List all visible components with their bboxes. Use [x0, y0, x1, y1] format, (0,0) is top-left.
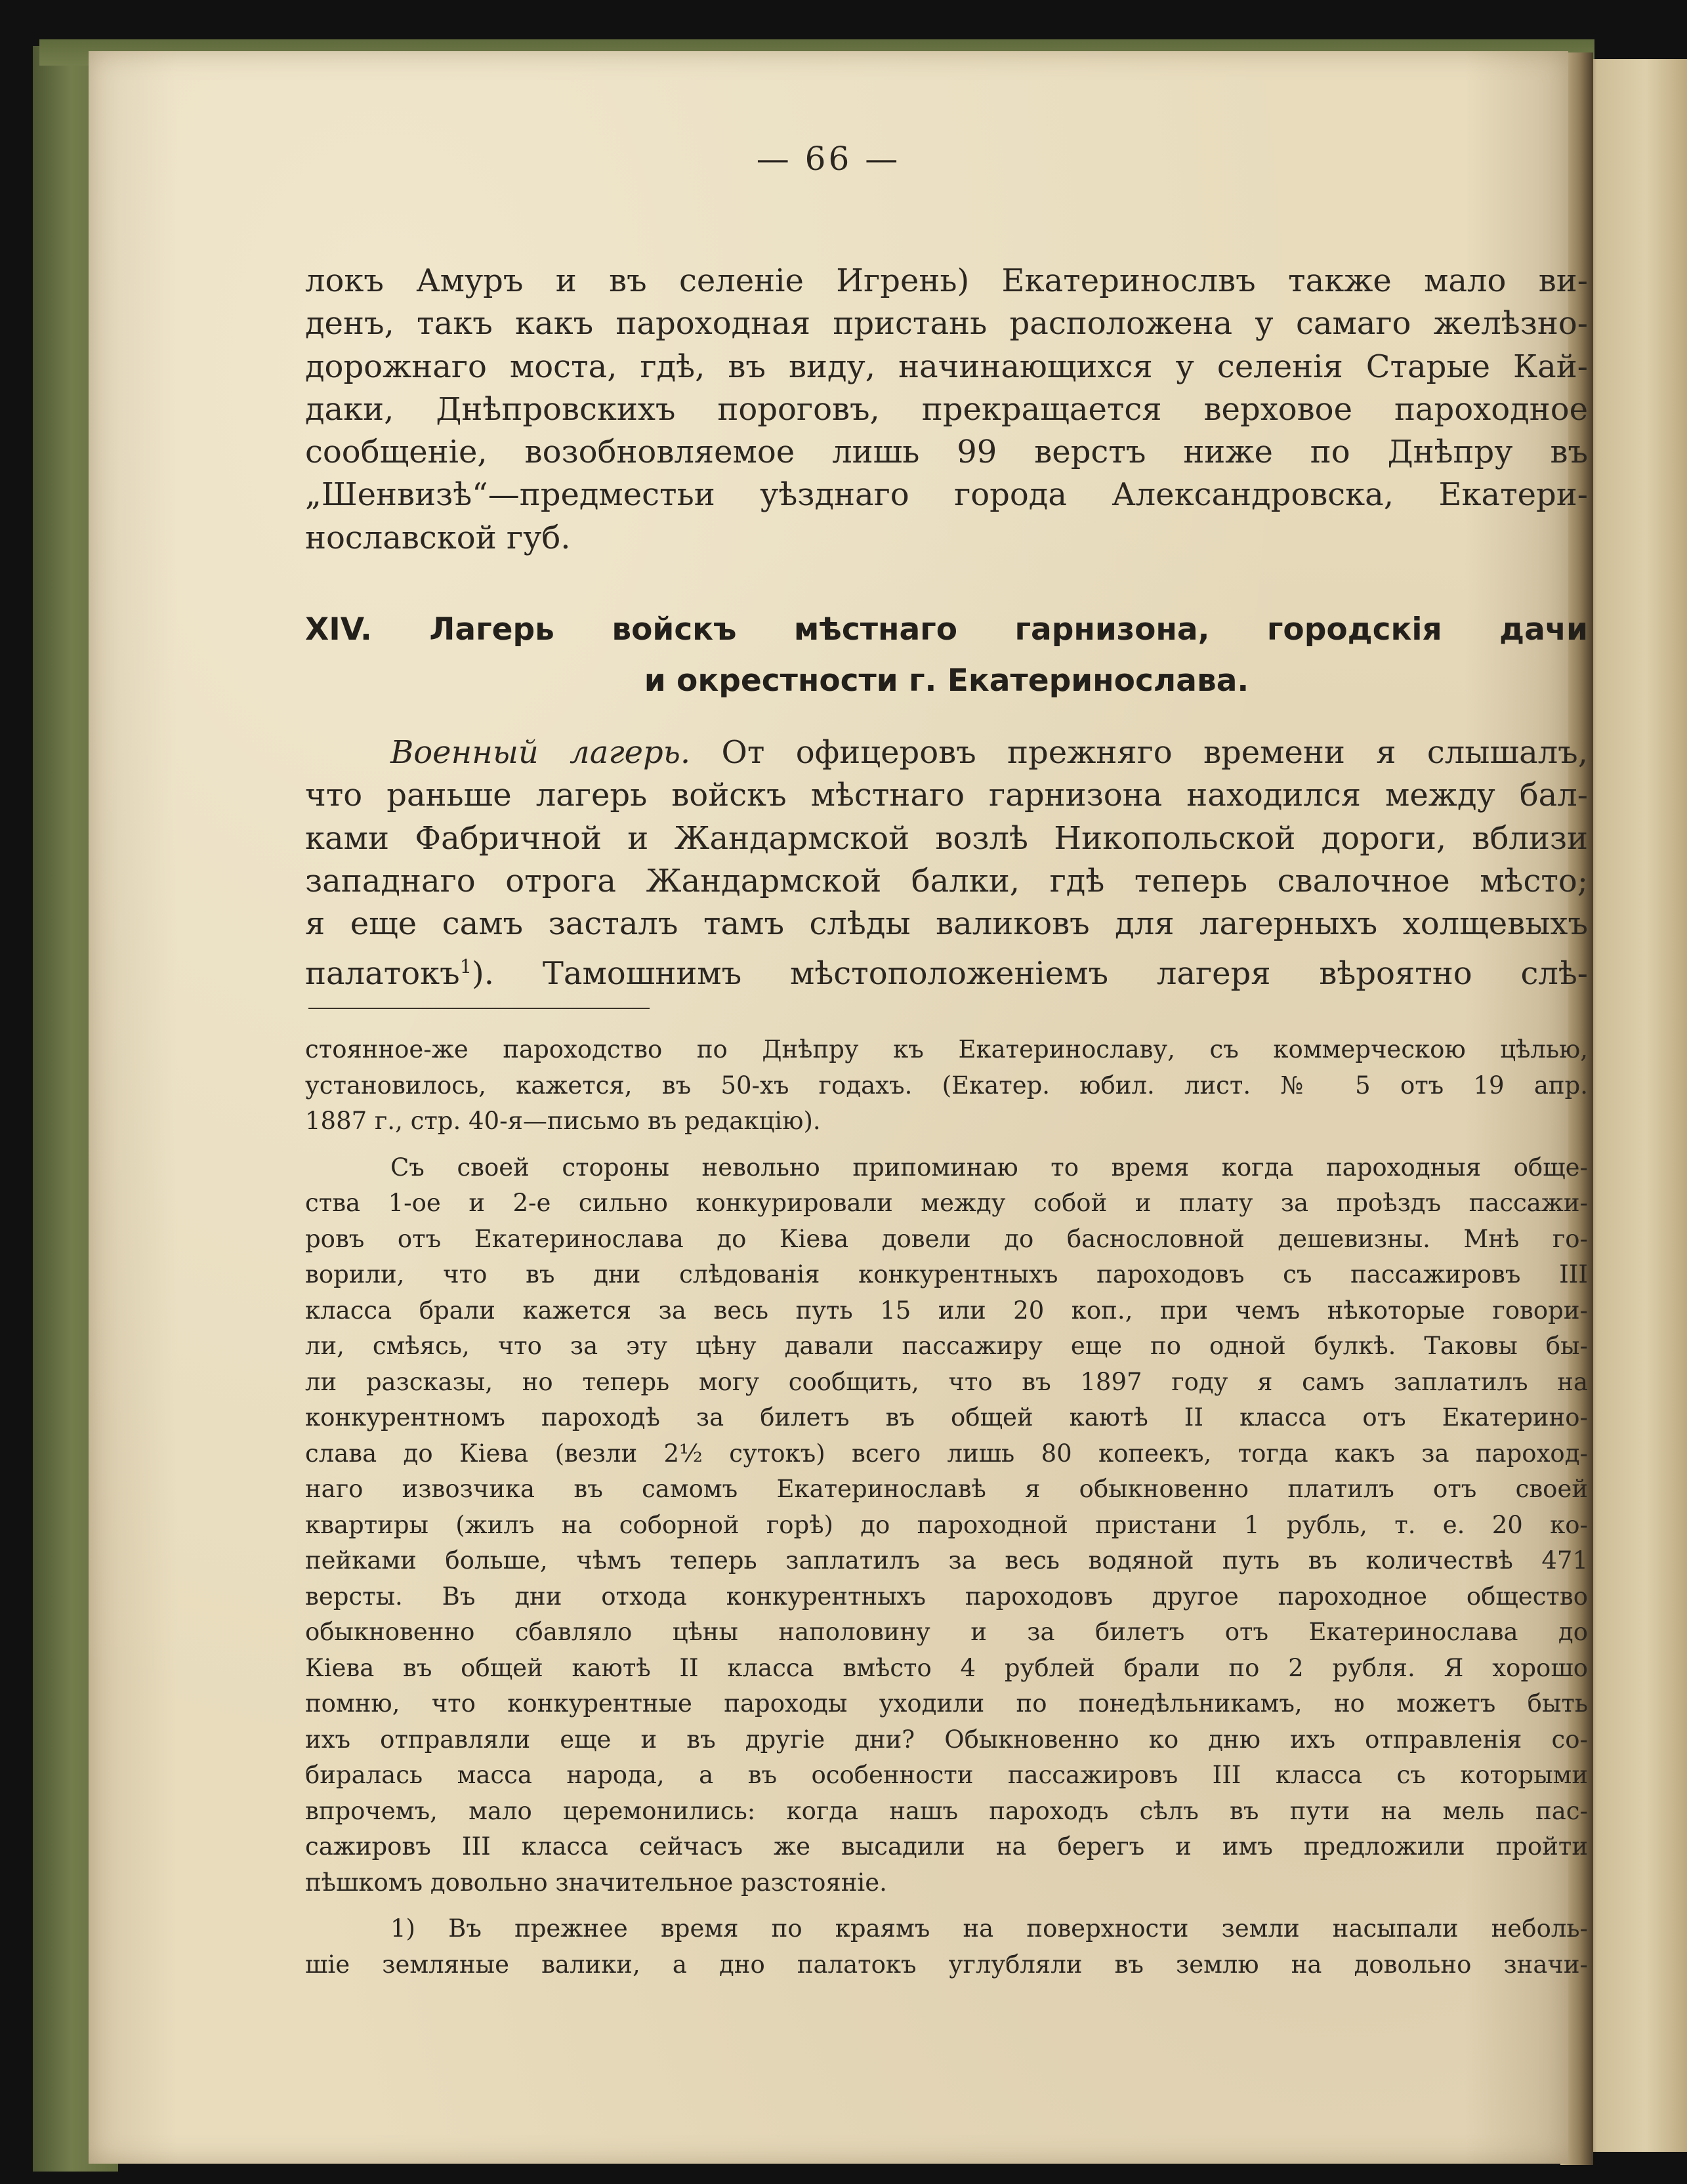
note-line: класса брали кажется за весь путь 15 или 20 коп., при чемъ нѣкоторые говори- [305, 1296, 1588, 1325]
note-line: ства 1-ое и 2-е сильно конкурировали между собой и плату за проѣздъ пассажи- [305, 1189, 1588, 1217]
note-line: впрочемъ, мало церемонились: когда нашъ пароходъ сѣлъ въ пути на мель пас- [305, 1796, 1588, 1825]
note-line: пейками больше, чѣмъ теперь заплатилъ за весь водяной путь въ количествѣ 471 [305, 1546, 1588, 1575]
footnotes [305, 1032, 1588, 1983]
text-run: палатокъ [305, 955, 460, 993]
note-line [305, 1911, 1588, 1947]
text-line: западнаго отрога Жандармской балки, гдѣ теперь свалочное мѣсто; [305, 862, 1588, 899]
text-line: локъ Амуръ и въ селеніе Игрень) Екатеринослвъ также мало ви- [305, 262, 1588, 299]
footnote-divider [308, 1008, 650, 1009]
heading-line: XIV. Лагерь войскъ мѣстнаго гарнизона, городскія дачи [305, 611, 1588, 648]
note-line: конкурентномъ пароходѣ за билетъ въ общей каютѣ II класса отъ Екатерино- [305, 1403, 1588, 1432]
text-line: нославской губ. [305, 519, 571, 556]
note-line: стоянное-же пароходство по Днѣпру къ Екатеринославу, съ коммерческою цѣлью, [305, 1035, 1588, 1063]
note-spacer [305, 1901, 1588, 1911]
note-line: ровъ отъ Екатеринослава до Кіева довели до баснословной дешевизны. Мнѣ го- [305, 1224, 1588, 1253]
note-line: обыкновенно сбавляло цѣны наполовину и за билетъ отъ Екатеринослава до [305, 1618, 1588, 1646]
text-line: дорожнаго моста, гдѣ, въ виду, начинающихся у селенія Старые Кай- [305, 348, 1588, 385]
paragraph-military-camp [305, 731, 1588, 996]
text-line: сообщеніе, возобновляемое лишь 99 верстъ ниже по Днѣпру въ [305, 434, 1588, 471]
note-line: биралась масса народа, а въ особенности пассажировъ III класса съ которыми [305, 1761, 1588, 1789]
note-line: шіе земляные валики, а дно палатокъ углубляли въ землю на довольно значи- [305, 1950, 1588, 1979]
note-line: ли, смѣясь, что за эту цѣну давали пассажиру еще по одной булкѣ. Таковы бы- [305, 1332, 1588, 1360]
note-spacer [305, 1140, 1588, 1150]
note-line: Съ своей стороны невольно припоминаю то время когда пароходныя обще- [390, 1153, 1588, 1182]
note-line: Кіева въ общей каютѣ II класса вмѣсто 4 рублей брали по 2 рубля. Я хорошо [305, 1653, 1588, 1682]
note-line: ихъ отправляли еще и въ другіе дни? Обыкновенно ко дню ихъ отправленія со- [305, 1725, 1588, 1754]
text-line: я еще самъ засталъ тамъ слѣды валиковъ для лагерныхъ холщевыхъ [305, 905, 1588, 943]
text-line [305, 945, 1588, 995]
footnote-mark: 1 [459, 955, 472, 978]
book-page [89, 51, 1588, 2164]
note-line: ли разсказы, но теперь могу сообщить, что въ 1897 году я самъ заплатилъ на [305, 1367, 1588, 1396]
text-run: ). Тамошнимъ мѣстоположеніемъ лагеря вѣроятно слѣ- [472, 955, 1588, 993]
note-line: помню, что конкурентные пароходы уходили по понедѣльникамъ, но можетъ быть [305, 1689, 1588, 1718]
text-line: „Шенвизѣ“—предместьи уѣзднаго города Александровска, Екатери- [305, 476, 1588, 514]
chapter-heading [305, 604, 1588, 707]
text-line: денъ, такъ какъ пароходная пристань расположена у самаго желѣзно- [305, 305, 1588, 342]
text-line: даки, Днѣпровскихъ пороговъ, прекращается верховое пароходное [305, 390, 1588, 428]
text-run: ) Въ прежнее время по краямъ на поверхности земли насыпали неболь- [406, 1914, 1588, 1943]
note-line: квартиры (жилъ на соборной горѣ) до пароходной пристани 1 рубль, т. е. 20 ко- [305, 1510, 1588, 1539]
note-line: 1887 г., стр. 40-я—письмо въ редакцію). [305, 1107, 821, 1135]
note-line: ворили, что въ дни слѣдованія конкурентныхъ пароходовъ съ пассажировъ III [305, 1260, 1588, 1288]
note-line: установилось, кажется, въ 50-хъ годахъ. (Екатер. юбил. лист. № 5 отъ 19 апр. [305, 1071, 1588, 1100]
note-line: сажировъ III класса сейчасъ же высадили на берегъ и имъ предложили пройти [305, 1832, 1588, 1861]
footnote-number: 1 [390, 1914, 406, 1943]
note-line: слава до Кіева (везли 2½ сутокъ) всего лишь 80 копеекъ, тогда какъ за пароход- [305, 1439, 1588, 1468]
italic-lead: Военный лагерь. [390, 734, 691, 771]
text-line [305, 731, 1588, 774]
note-line: наго извозчика въ самомъ Екатеринославѣ я обыкновенно платилъ отъ своей [305, 1475, 1588, 1503]
note-line: пѣшкомъ довольно значительное разстояніе. [305, 1868, 887, 1897]
paragraph-dnieper-shipping [305, 260, 1588, 560]
text-run: От офицеровъ прежняго времени я слышалъ, [721, 734, 1588, 771]
heading-line: и окрестности г. Екатеринослава. [644, 663, 1249, 699]
text-line: что раньше лагерь войскъ мѣстнаго гарнизона находился между бал- [305, 777, 1588, 814]
page-number: — 66 — [756, 140, 901, 178]
note-line: версты. Въ дни отхода конкурентныхъ пароходовъ другое пароходное общество [305, 1582, 1588, 1611]
facing-page-edge [1585, 59, 1687, 2152]
text-line: ками Фабричной и Жандармской возлѣ Никопольской дороги, вблизи [305, 819, 1588, 857]
